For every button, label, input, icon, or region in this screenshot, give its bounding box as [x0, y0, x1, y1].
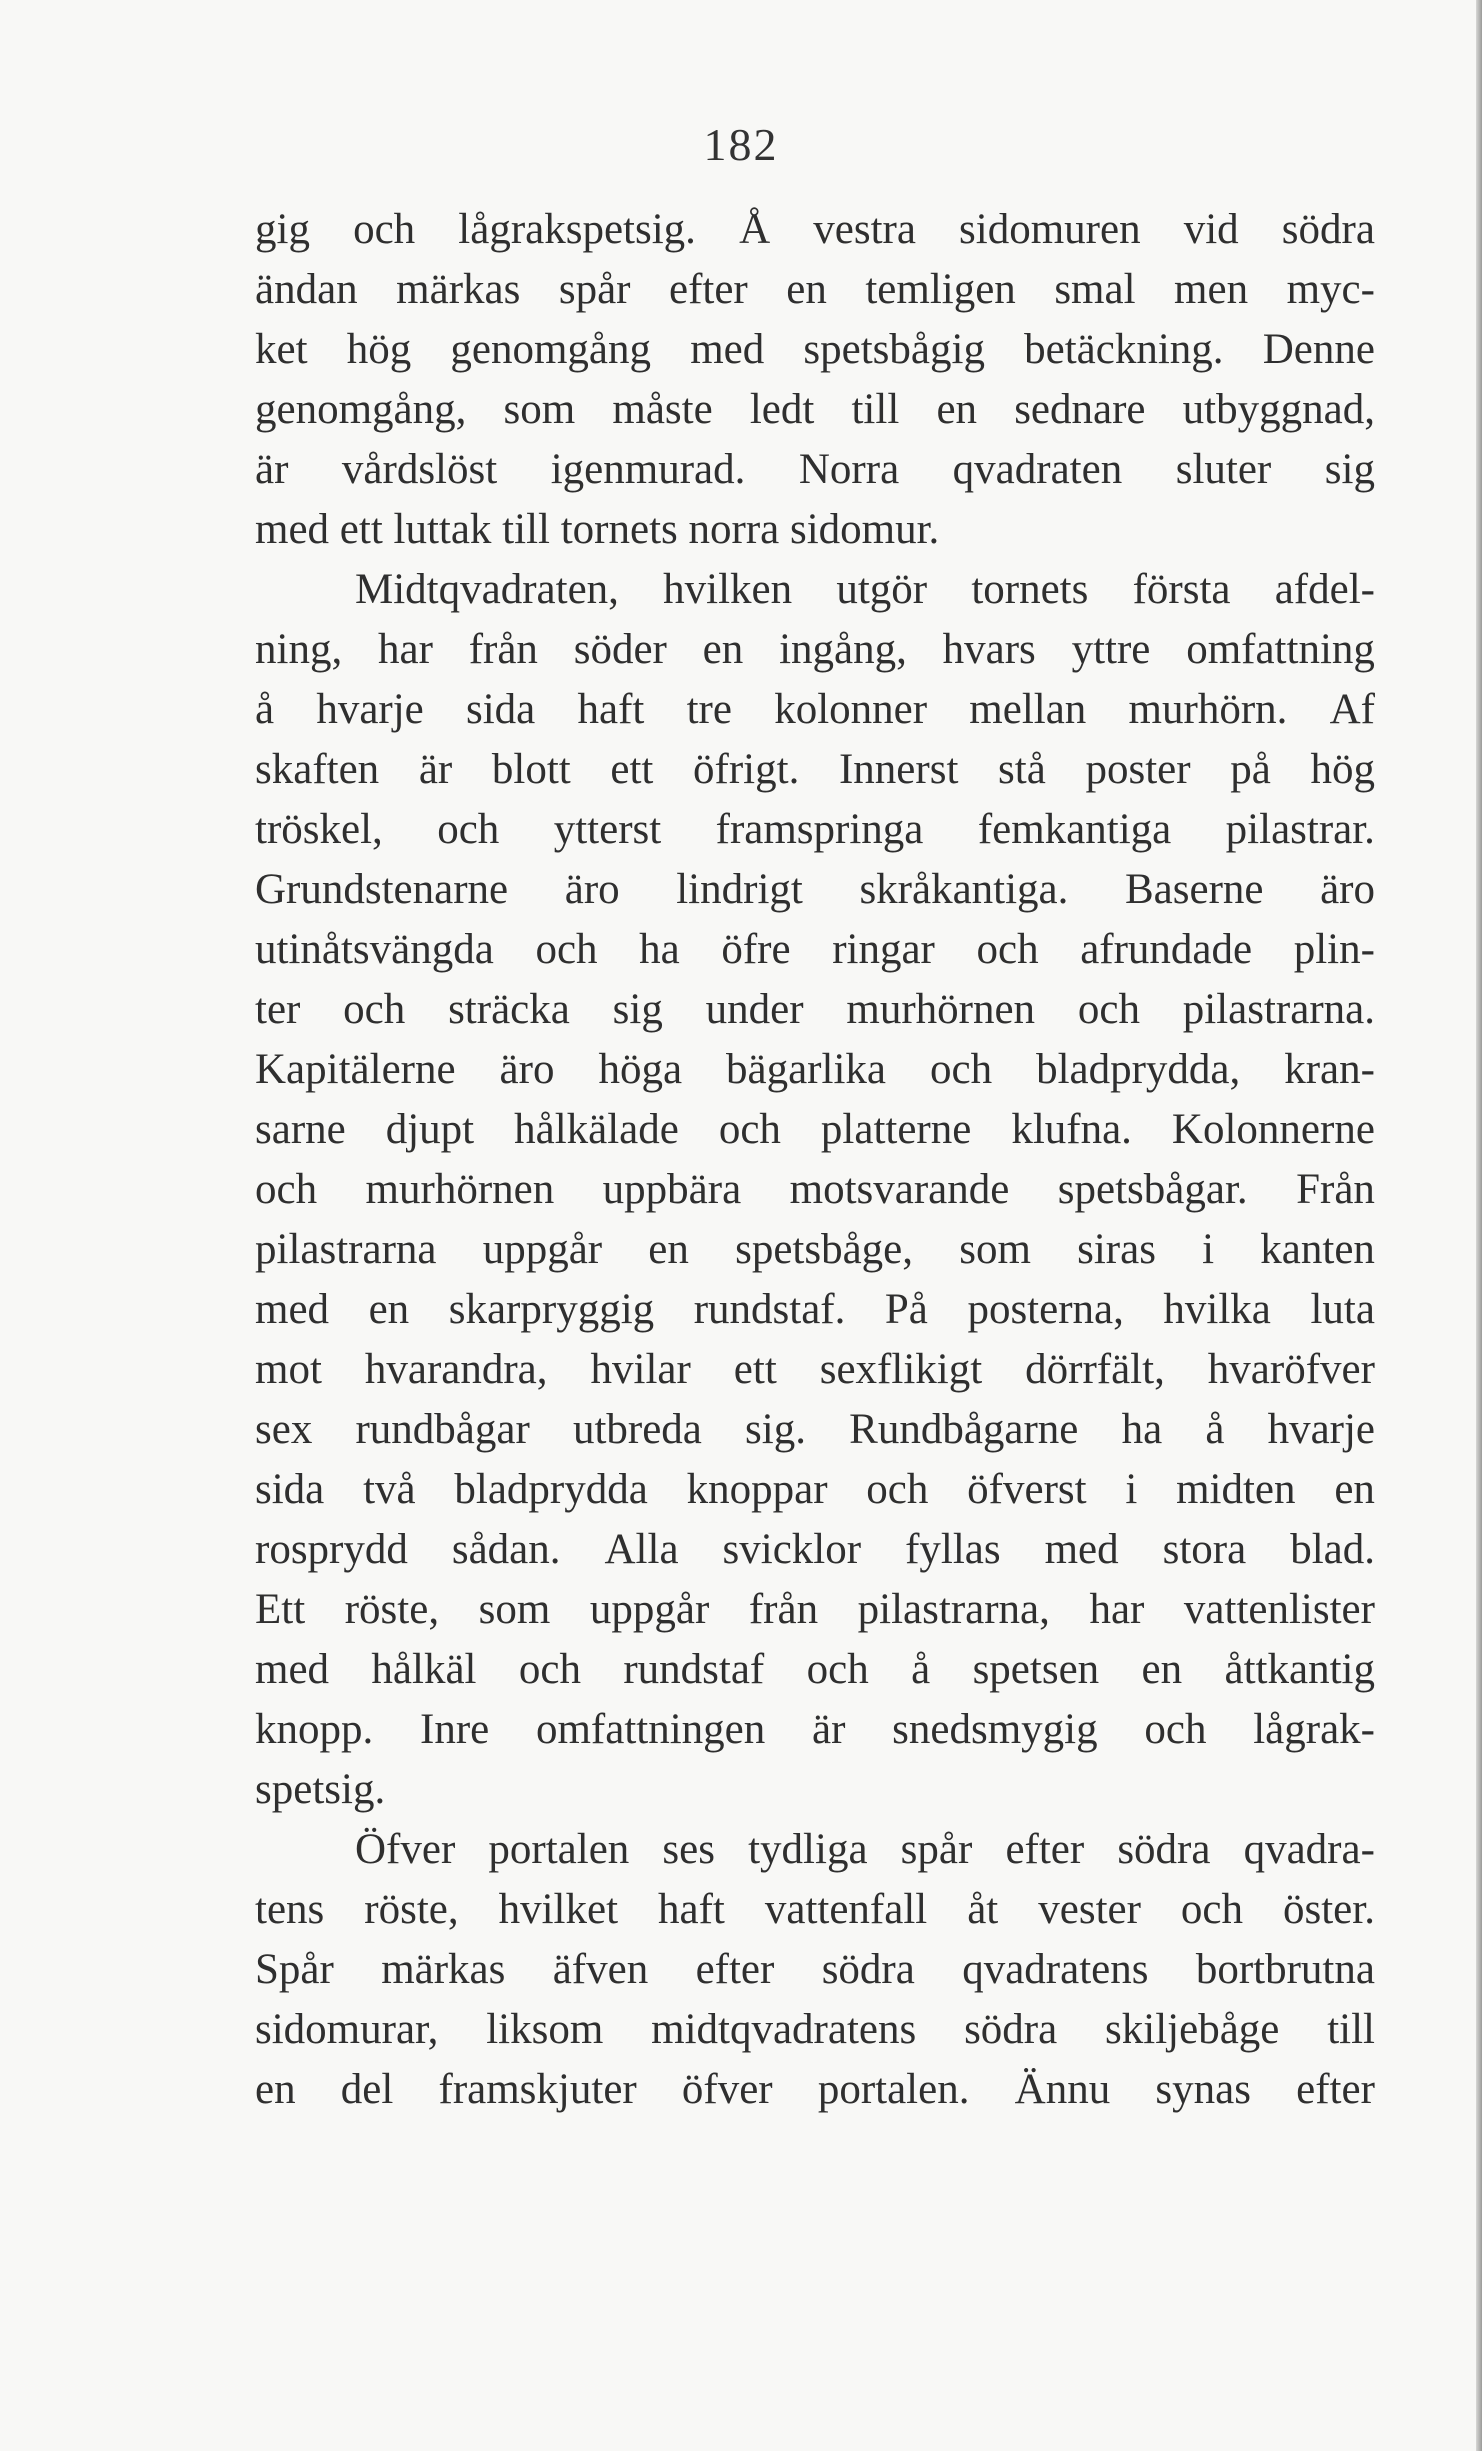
- text-line: med hålkäl och rundstaf och å spetsen en åttkantig: [255, 1646, 1375, 1693]
- text-line: å hvarje sida haft tre kolonner mellan murhörn. Af: [255, 686, 1375, 733]
- text-line: Grundstenarne äro lindrigt skråkantiga. Baserne äro: [255, 866, 1375, 913]
- text-line: ter och sträcka sig under murhörnen och pilastrarna.: [255, 986, 1375, 1033]
- text-line: och murhörnen uppbära motsvarande spetsbågar. Från: [255, 1166, 1375, 1213]
- text-line: mot hvarandra, hvilar ett sexflikigt dörrfält, hvaröfver: [255, 1346, 1375, 1393]
- text-line: Midtqvadraten, hvilken utgör tornets första afdel-: [355, 566, 1375, 613]
- text-line: ändan märkas spår efter en temligen smal men myc-: [255, 266, 1375, 313]
- text-line: Kapitälerne äro höga bägarlika och bladprydda, kran-: [255, 1046, 1375, 1093]
- text-line: sex rundbågar utbreda sig. Rundbågarne ha å hvarje: [255, 1406, 1375, 1453]
- text-line: genomgång, som måste ledt till en sednare utbyggnad,: [255, 386, 1375, 433]
- text-line: med en skarpryggig rundstaf. På posterna, hvilka luta: [255, 1286, 1375, 1333]
- text-line: är vårdslöst igenmurad. Norra qvadraten sluter sig: [255, 446, 1375, 493]
- text-line: Öfver portalen ses tydliga spår efter södra qvadra-: [355, 1826, 1375, 1873]
- text-line: spetsig.: [255, 1766, 386, 1813]
- text-line: Spår märkas äfven efter södra qvadratens bortbrutna: [255, 1946, 1375, 1993]
- text-line: en del framskjuter öfver portalen. Ännu synas efter: [255, 2066, 1375, 2113]
- text-line: tens röste, hvilket haft vattenfall åt vester och öster.: [255, 1886, 1375, 1933]
- text-line: med ett luttak till tornets norra sidomur.: [255, 506, 940, 553]
- body-text: [255, 200, 1375, 2120]
- text-line: ning, har från söder en ingång, hvars yttre omfattning: [255, 626, 1375, 673]
- text-line: rosprydd sådan. Alla svicklor fyllas med stora blad.: [255, 1526, 1375, 1573]
- text-line: skaften är blott ett öfrigt. Innerst stå poster på hög: [255, 746, 1375, 793]
- text-line: utinåtsvängda och ha öfre ringar och afrundade plin-: [255, 926, 1375, 973]
- text-line: tröskel, och ytterst framspringa femkantiga pilastrar.: [255, 806, 1375, 853]
- page-number: 182: [703, 119, 779, 170]
- text-line: ket hög genomgång med spetsbågig betäckning. Denne: [255, 326, 1375, 373]
- text-line: knopp. Inre omfattningen är snedsmygig och lågrak-: [255, 1706, 1375, 1753]
- page-edge: [1476, 0, 1482, 2451]
- text-line: pilastrarna uppgår en spetsbåge, som siras i kanten: [255, 1226, 1375, 1273]
- text-line: sarne djupt hålkälade och platterne klufna. Kolonnerne: [255, 1106, 1375, 1153]
- text-line: Ett röste, som uppgår från pilastrarna, har vattenlister: [255, 1586, 1375, 1633]
- text-line: sidomurar, liksom midtqvadratens södra skiljebåge till: [255, 2006, 1375, 2053]
- text-line: gig och lågrakspetsig. Å vestra sidomuren vid södra: [255, 206, 1375, 253]
- text-line: sida två bladprydda knoppar och öfverst i midten en: [255, 1466, 1375, 1513]
